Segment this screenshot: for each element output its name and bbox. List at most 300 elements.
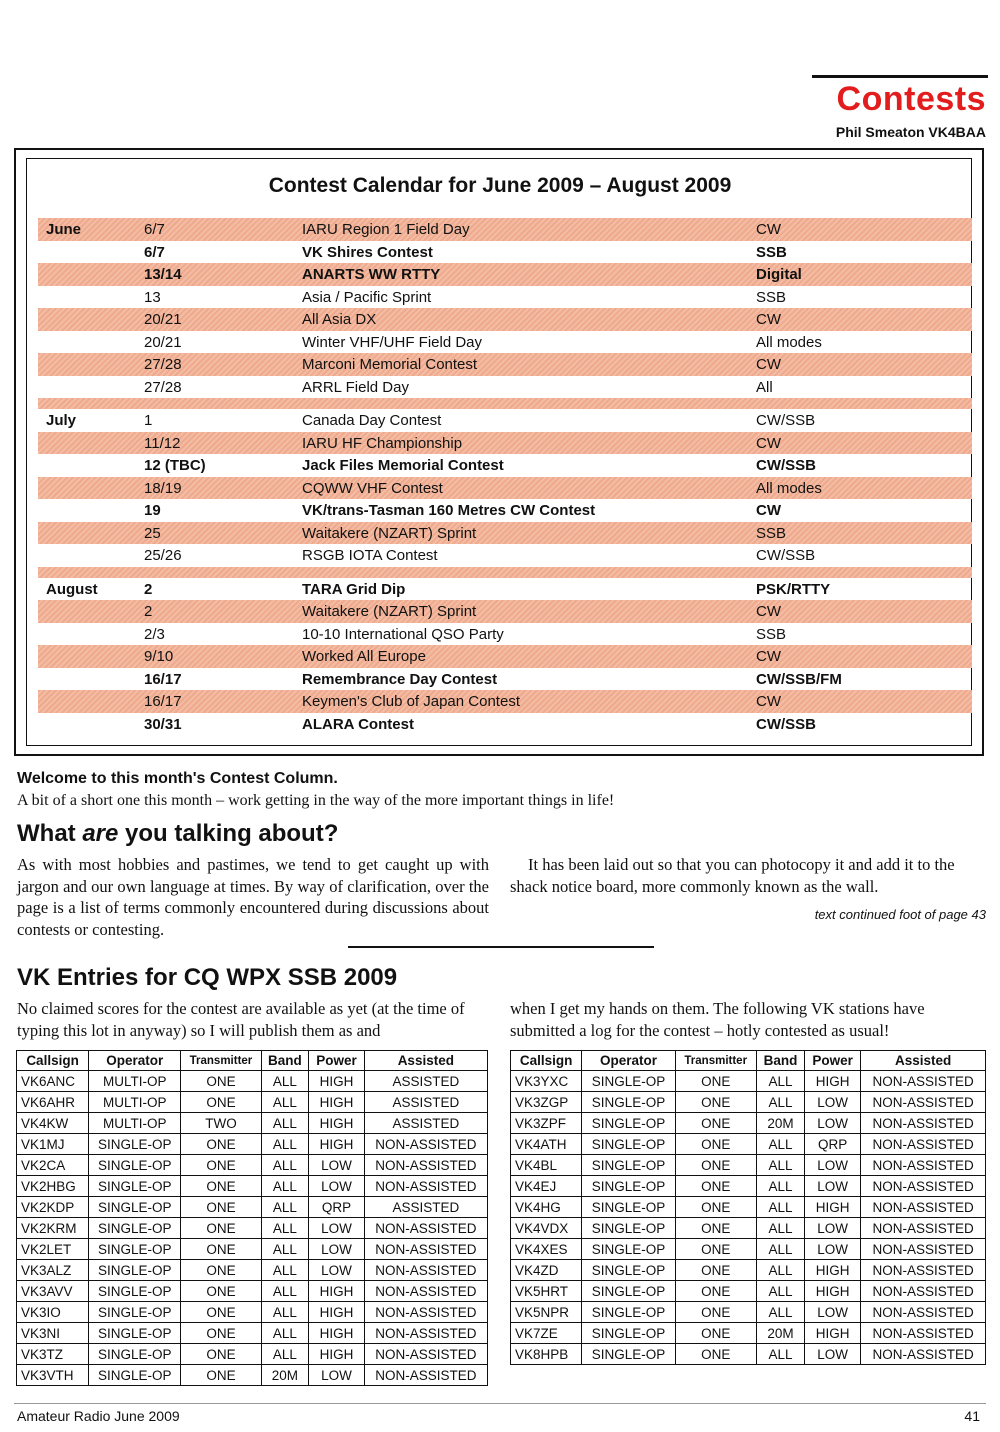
calendar-contest-name: ARRL Field Day [302, 378, 409, 396]
calendar-date: 27/28 [144, 356, 182, 373]
table-cell: ALL [756, 1197, 804, 1218]
table-cell: NON-ASSISTED [861, 1197, 986, 1218]
table-cell: LOW [805, 1239, 861, 1260]
calendar-contest-name: ALARA Contest [302, 715, 414, 733]
table-cell: VK2KDP [17, 1197, 89, 1218]
table-cell: ONE [181, 1344, 261, 1365]
table-cell: VK3VTH [17, 1365, 89, 1386]
table-cell: ALL [261, 1239, 309, 1260]
table-cell: SINGLE-OP [89, 1239, 181, 1260]
table-cell: SINGLE-OP [89, 1302, 181, 1323]
table-cell: SINGLE-OP [89, 1344, 181, 1365]
table-cell: SINGLE-OP [582, 1239, 675, 1260]
table-cell: ONE [675, 1113, 756, 1134]
table-cell: ONE [181, 1155, 261, 1176]
entries-table-left [16, 1050, 488, 1386]
table-cell: LOW [805, 1344, 861, 1365]
calendar-mode: CW [756, 603, 781, 620]
calendar-month: August [46, 580, 98, 598]
calendar-date: 6/7 [144, 221, 165, 238]
table-header-row [511, 1051, 986, 1071]
table-cell: HIGH [805, 1323, 861, 1344]
calendar-row [38, 623, 972, 646]
column-header: Power [309, 1051, 364, 1071]
table-row [511, 1134, 986, 1155]
table-cell: ALL [756, 1092, 804, 1113]
table-row [511, 1344, 986, 1365]
calendar-row [38, 432, 972, 455]
table-cell: NON-ASSISTED [364, 1344, 487, 1365]
table-cell: ALL [756, 1176, 804, 1197]
table-cell: ALL [756, 1218, 804, 1239]
table-cell: ONE [675, 1302, 756, 1323]
table-cell: VK3IO [17, 1302, 89, 1323]
table-cell: NON-ASSISTED [364, 1323, 487, 1344]
table-cell: VK4ATH [511, 1134, 582, 1155]
table-row [511, 1092, 986, 1113]
table-cell: 20M [756, 1323, 804, 1344]
table-cell: SINGLE-OP [582, 1071, 675, 1092]
column-header: Power [805, 1051, 861, 1071]
calendar-separator [38, 398, 972, 409]
calendar-month: June [46, 221, 82, 238]
table-cell: NON-ASSISTED [861, 1302, 986, 1323]
table-cell: NON-ASSISTED [861, 1176, 986, 1197]
calendar-contest-name: IARU HF Championship [302, 434, 463, 452]
calendar-contest-name: Worked All Europe [302, 648, 426, 665]
table-cell: ALL [756, 1344, 804, 1365]
calendar-month: July [46, 412, 77, 429]
calendar-mode: CW/SSB/FM [756, 670, 842, 688]
calendar-row [38, 331, 972, 354]
calendar-contest-name: Winter VHF/UHF Field Day [302, 333, 483, 351]
page-number: 41 [964, 1408, 980, 1424]
calendar-date: 2 [144, 603, 153, 620]
calendar-date: 6/7 [144, 243, 165, 261]
calendar-mode: SSB [756, 288, 787, 306]
calendar-mode: CW/SSB [756, 412, 816, 429]
table-row [17, 1113, 488, 1134]
table-cell: NON-ASSISTED [861, 1281, 986, 1302]
table-cell: NON-ASSISTED [861, 1134, 986, 1155]
entries-text-right: when I get my hands on them. The following VK stations have submitted a log for the contest – hotly contested as usual! [510, 999, 925, 1040]
calendar-mode: All modes [756, 333, 822, 351]
table-cell: HIGH [309, 1092, 364, 1113]
column-header: Band [261, 1051, 309, 1071]
calendar-row [38, 477, 972, 500]
table-cell: HIGH [805, 1260, 861, 1281]
calendar-row [38, 522, 972, 545]
table-cell: NON-ASSISTED [861, 1092, 986, 1113]
table-row [17, 1092, 488, 1113]
table-cell: ONE [675, 1281, 756, 1302]
calendar-mode: CW/SSB [756, 547, 816, 564]
table-row [511, 1323, 986, 1344]
table-cell: NON-ASSISTED [861, 1323, 986, 1344]
table-cell: ALL [261, 1071, 309, 1092]
table-cell: VK4VDX [511, 1218, 582, 1239]
table-cell: LOW [309, 1239, 364, 1260]
table-cell: SINGLE-OP [582, 1302, 675, 1323]
table-cell: SINGLE-OP [89, 1134, 181, 1155]
jargon-heading: What are you talking about? [17, 820, 339, 847]
table-row [17, 1260, 488, 1281]
calendar-mode: SSB [756, 524, 787, 542]
table-cell: NON-ASSISTED [861, 1239, 986, 1260]
table-cell: ONE [675, 1071, 756, 1092]
table-cell: ALL [261, 1218, 309, 1239]
table-cell: SINGLE-OP [582, 1323, 675, 1344]
table-cell: ONE [181, 1092, 261, 1113]
table-cell: SINGLE-OP [582, 1218, 675, 1239]
table-cell: VK2HBG [17, 1176, 89, 1197]
calendar-row [38, 308, 972, 331]
table-cell: ONE [181, 1260, 261, 1281]
table-cell: NON-ASSISTED [861, 1113, 986, 1134]
table-cell: SINGLE-OP [89, 1155, 181, 1176]
calendar-contest-name: ANARTS WW RTTY [302, 266, 441, 283]
calendar-date: 1 [144, 412, 153, 429]
table-cell: HIGH [309, 1302, 364, 1323]
column-header: Callsign [511, 1051, 582, 1071]
table-cell: VK5NPR [511, 1302, 582, 1323]
header-rule [812, 75, 988, 78]
table-cell: LOW [805, 1302, 861, 1323]
table-row [511, 1197, 986, 1218]
table-cell: VK8HPB [511, 1344, 582, 1365]
calendar-contest-name: Marconi Memorial Contest [302, 356, 478, 373]
table-cell: VK4KW [17, 1113, 89, 1134]
column-header: Operator [89, 1051, 181, 1071]
table-header-row [17, 1051, 488, 1071]
calendar-row [38, 409, 972, 432]
table-cell: VK1MJ [17, 1134, 89, 1155]
table-cell: SINGLE-OP [89, 1365, 181, 1386]
calendar-mode: CW/SSB [756, 457, 816, 474]
calendar-row [38, 668, 972, 691]
table-cell: VK3AVV [17, 1281, 89, 1302]
table-row [511, 1260, 986, 1281]
table-cell: ALL [261, 1281, 309, 1302]
table-cell: NON-ASSISTED [861, 1071, 986, 1092]
calendar-mode: Digital [756, 266, 802, 283]
calendar-date: 19 [144, 502, 161, 519]
calendar-title: Contest Calendar for June 2009 – August 2009 [268, 174, 732, 197]
table-cell: HIGH [309, 1134, 364, 1155]
calendar-date: 13 [144, 288, 161, 306]
table-cell: ONE [181, 1281, 261, 1302]
calendar-mode: CW [756, 502, 781, 519]
table-cell: SINGLE-OP [89, 1218, 181, 1239]
calendar-date: 2 [144, 580, 153, 598]
table-cell: VK2KRM [17, 1218, 89, 1239]
table-cell: VK2CA [17, 1155, 89, 1176]
column-header: Transmitter [181, 1051, 261, 1071]
calendar-mode: CW [756, 693, 781, 710]
table-cell: ONE [675, 1218, 756, 1239]
table-cell: VK3NI [17, 1323, 89, 1344]
column-header: Band [756, 1051, 804, 1071]
calendar-date: 20/21 [144, 311, 182, 328]
calendar-contest-name: VK Shires Contest [302, 243, 433, 261]
table-cell: NON-ASSISTED [364, 1218, 487, 1239]
table-cell: ALL [261, 1134, 309, 1155]
calendar-row [38, 454, 972, 477]
table-cell: LOW [805, 1176, 861, 1197]
calendar-mode: CW [756, 221, 781, 238]
table-cell: VK5HRT [511, 1281, 582, 1302]
table-cell: NON-ASSISTED [364, 1365, 487, 1386]
table-cell: SINGLE-OP [582, 1281, 675, 1302]
table-cell: HIGH [309, 1071, 364, 1092]
table-cell: ONE [675, 1197, 756, 1218]
calendar-row [38, 218, 972, 241]
table-cell: ALL [261, 1113, 309, 1134]
table-cell: ASSISTED [364, 1113, 487, 1134]
calendar-row [38, 690, 972, 713]
table-cell: ALL [261, 1344, 309, 1365]
calendar-date: 12 (TBC) [144, 457, 206, 474]
table-cell: LOW [309, 1218, 364, 1239]
table-cell: NON-ASSISTED [861, 1218, 986, 1239]
calendar-date: 25/26 [144, 547, 182, 564]
table-cell: ALL [756, 1134, 804, 1155]
table-cell: SINGLE-OP [89, 1197, 181, 1218]
table-row [17, 1281, 488, 1302]
entries-table-right [510, 1050, 986, 1365]
table-row [17, 1071, 488, 1092]
calendar-date: 2/3 [144, 625, 165, 643]
table-cell: ONE [675, 1155, 756, 1176]
table-cell: ONE [181, 1134, 261, 1155]
calendar-mode: All modes [756, 479, 822, 497]
calendar-mode: CW [756, 311, 781, 328]
calendar-row [38, 544, 972, 567]
calendar-date: 16/17 [144, 670, 182, 688]
calendar-row [38, 353, 972, 376]
calendar-date: 30/31 [144, 715, 182, 733]
calendar-date: 25 [144, 524, 161, 542]
table-cell: VK4EJ [511, 1176, 582, 1197]
table-row [17, 1197, 488, 1218]
table-cell: SINGLE-OP [89, 1323, 181, 1344]
table-cell: ONE [181, 1302, 261, 1323]
table-cell: 20M [261, 1365, 309, 1386]
column-header: Transmitter [675, 1051, 756, 1071]
table-cell: SINGLE-OP [89, 1176, 181, 1197]
table-cell: QRP [309, 1197, 364, 1218]
footer-rule [14, 1403, 986, 1404]
calendar-contest-name: Waitakere (NZART) Sprint [302, 524, 477, 542]
calendar-row [38, 241, 972, 264]
calendar-contest-name: IARU Region 1 Field Day [302, 221, 470, 238]
calendar-mode: SSB [756, 243, 787, 261]
calendar-date: 27/28 [144, 378, 182, 396]
table-row [17, 1239, 488, 1260]
table-cell: VK4ZD [511, 1260, 582, 1281]
calendar-date: 11/12 [144, 434, 181, 452]
table-cell: ALL [756, 1239, 804, 1260]
calendar-date: 20/21 [144, 333, 182, 351]
table-cell: ONE [181, 1365, 261, 1386]
table-cell: NON-ASSISTED [364, 1281, 487, 1302]
table-cell: ALL [756, 1260, 804, 1281]
table-row [511, 1281, 986, 1302]
calendar-contest-name: Asia / Pacific Sprint [302, 288, 432, 306]
table-row [511, 1176, 986, 1197]
table-row [17, 1302, 488, 1323]
table-row [17, 1134, 488, 1155]
table-cell: LOW [309, 1155, 364, 1176]
author-byline: Phil Smeaton VK4BAA [835, 124, 986, 140]
calendar-mode: CW/SSB [756, 715, 816, 733]
calendar-contest-name: TARA Grid Dip [302, 580, 406, 598]
table-cell: HIGH [309, 1281, 364, 1302]
calendar-contest-name: 10-10 International QSO Party [302, 625, 504, 643]
entries-heading: VK Entries for CQ WPX SSB 2009 [17, 964, 398, 991]
table-cell: VK6ANC [17, 1071, 89, 1092]
section-divider [348, 946, 654, 948]
table-row [17, 1155, 488, 1176]
table-cell: ONE [675, 1092, 756, 1113]
table-cell: SINGLE-OP [582, 1092, 675, 1113]
table-cell: SINGLE-OP [582, 1134, 675, 1155]
calendar-date: 16/17 [144, 693, 182, 710]
table-cell: NON-ASSISTED [364, 1176, 487, 1197]
table-cell: ONE [181, 1323, 261, 1344]
table-cell: VK3ZPF [511, 1113, 582, 1134]
table-cell: VK3ZGP [511, 1092, 582, 1113]
table-cell: LOW [805, 1113, 861, 1134]
table-cell: ONE [181, 1071, 261, 1092]
table-cell: ALL [756, 1155, 804, 1176]
table-cell: VK3ALZ [17, 1260, 89, 1281]
table-cell: ONE [675, 1134, 756, 1155]
table-row [17, 1344, 488, 1365]
table-row [511, 1239, 986, 1260]
calendar-row [38, 263, 972, 286]
column-header: Assisted [861, 1051, 986, 1071]
table-row [17, 1365, 488, 1386]
intro-heading: Welcome to this month's Contest Column. [17, 770, 338, 787]
table-cell: ALL [756, 1281, 804, 1302]
calendar-contest-name: VK/trans-Tasman 160 Metres CW Contest [302, 502, 596, 519]
table-cell: NON-ASSISTED [364, 1302, 487, 1323]
table-cell: LOW [805, 1092, 861, 1113]
table-cell: ONE [181, 1239, 261, 1260]
calendar-date: 9/10 [144, 648, 174, 665]
table-cell: NON-ASSISTED [861, 1260, 986, 1281]
table-cell: ONE [181, 1218, 261, 1239]
calendar-date: 13/14 [144, 266, 182, 283]
table-cell: LOW [309, 1176, 364, 1197]
table-row [511, 1218, 986, 1239]
table-cell: TWO [181, 1113, 261, 1134]
table-cell: NON-ASSISTED [364, 1239, 487, 1260]
calendar-contest-name: Waitakere (NZART) Sprint [302, 603, 477, 620]
table-row [17, 1176, 488, 1197]
table-cell: LOW [805, 1155, 861, 1176]
table-cell: ONE [675, 1176, 756, 1197]
calendar-separator [38, 567, 972, 578]
table-cell: SINGLE-OP [582, 1344, 675, 1365]
table-cell: HIGH [805, 1197, 861, 1218]
calendar-contest-name: Remembrance Day Contest [302, 670, 498, 688]
column-header: Callsign [17, 1051, 89, 1071]
entries-text-left: No claimed scores for the contest are available as yet (at the time of typing this lot in anyway) so I will publish them as and [17, 999, 465, 1040]
table-row [17, 1323, 488, 1344]
table-cell: VK4XES [511, 1239, 582, 1260]
table-cell: ALL [756, 1302, 804, 1323]
table-cell: SINGLE-OP [582, 1113, 675, 1134]
table-cell: LOW [805, 1218, 861, 1239]
table-cell: NON-ASSISTED [861, 1344, 986, 1365]
section-title: Contests [836, 80, 986, 118]
table-cell: NON-ASSISTED [364, 1260, 487, 1281]
table-cell: HIGH [805, 1071, 861, 1092]
table-cell: QRP [805, 1134, 861, 1155]
calendar-row [38, 713, 972, 736]
calendar-row [38, 499, 972, 522]
table-cell: ALL [261, 1092, 309, 1113]
table-cell: SINGLE-OP [89, 1281, 181, 1302]
calendar-row [38, 578, 972, 601]
table-cell: HIGH [309, 1323, 364, 1344]
calendar-mode: PSK/RTTY [756, 580, 831, 598]
table-cell: ONE [675, 1344, 756, 1365]
table-cell: HIGH [309, 1344, 364, 1365]
table-cell: ONE [181, 1176, 261, 1197]
jargon-text-left: As with most hobbies and pastimes, we tend to get caught up with jargon and our own language at times. By way of clarification, over the page is a list of terms commonly encountered during discussions about contests or contesting. [17, 855, 489, 939]
calendar-contest-name: RSGB IOTA Contest [302, 547, 438, 564]
table-row [511, 1155, 986, 1176]
table-cell: SINGLE-OP [582, 1155, 675, 1176]
calendar-row [38, 286, 972, 309]
table-cell: NON-ASSISTED [861, 1155, 986, 1176]
table-cell: VK3YXC [511, 1071, 582, 1092]
continued-note: text continued foot of page 43 [814, 907, 986, 922]
calendar-contest-name: Keymen's Club of Japan Contest [302, 693, 520, 710]
table-cell: VK3TZ [17, 1344, 89, 1365]
table-row [511, 1071, 986, 1092]
table-cell: ASSISTED [364, 1197, 487, 1218]
table-cell: VK4BL [511, 1155, 582, 1176]
table-cell: VK6AHR [17, 1092, 89, 1113]
table-cell: NON-ASSISTED [364, 1155, 487, 1176]
column-header: Assisted [364, 1051, 487, 1071]
table-cell: LOW [309, 1365, 364, 1386]
calendar-mode: All [756, 378, 773, 396]
table-row [511, 1113, 986, 1134]
table-cell: ALL [261, 1302, 309, 1323]
table-cell: ALL [261, 1323, 309, 1344]
table-cell: MULTI-OP [89, 1071, 181, 1092]
calendar-mode: SSB [756, 625, 787, 643]
calendar-row [38, 600, 972, 623]
footer-publication: Amateur Radio June 2009 [17, 1408, 180, 1424]
table-cell: ONE [675, 1239, 756, 1260]
calendar-contest-name: Canada Day Contest [302, 412, 442, 429]
table-cell: HIGH [309, 1113, 364, 1134]
table-cell: SINGLE-OP [582, 1260, 675, 1281]
table-cell: SINGLE-OP [582, 1197, 675, 1218]
calendar-contest-name: CQWW VHF Contest [302, 479, 443, 497]
table-cell: ALL [261, 1260, 309, 1281]
calendar-row [38, 376, 972, 399]
calendar-contest-name: All Asia DX [302, 311, 377, 328]
table-cell: VK2LET [17, 1239, 89, 1260]
table-cell: 20M [756, 1113, 804, 1134]
